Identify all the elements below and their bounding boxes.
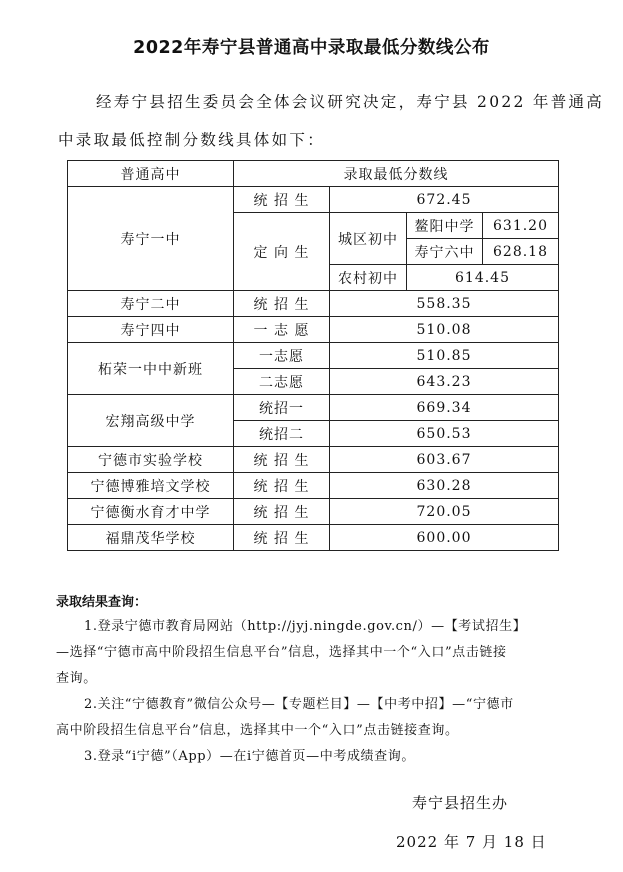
score-value: 603.67	[330, 447, 559, 473]
admission-type: 统 招 生	[234, 187, 330, 213]
school-name: 宏翔高级中学	[68, 395, 234, 447]
admission-type: 统 招 生	[234, 447, 330, 473]
score-value: 600.00	[330, 525, 559, 551]
admission-type: 统 招 生	[234, 525, 330, 551]
district-label: 农村初中	[330, 265, 407, 291]
middle-school-name: 鳌阳中学	[407, 213, 483, 239]
score-value: 628.18	[483, 239, 559, 265]
score-value: 510.85	[330, 343, 559, 369]
score-table	[67, 160, 559, 551]
query-line: 高中阶段招生信息平台”信息，选择其中一个“入口”点击链接查询。	[56, 723, 459, 738]
table-row	[68, 317, 559, 343]
issue-date: 2022 年 7 月 18 日	[396, 833, 547, 851]
score-value: 669.34	[330, 395, 559, 421]
score-value: 672.45	[330, 187, 559, 213]
table-row	[68, 187, 559, 213]
score-value: 720.05	[330, 499, 559, 525]
table-row	[68, 499, 559, 525]
district-label: 城区初中	[330, 213, 407, 265]
school-name: 福鼎茂华学校	[68, 525, 234, 551]
query-heading: 录取结果查询：	[56, 595, 148, 610]
school-name: 宁德衡水育才中学	[68, 499, 234, 525]
intro-line-1: 经寿宁县招生委员会全体会议研究决定，寿宁县 2022 年普通高	[96, 93, 605, 111]
admission-type: 统招一	[234, 395, 330, 421]
table-header-row	[68, 161, 559, 187]
query-line: —选择“宁德市高中阶段招生信息平台”信息，选择其中一个“入口”点击链接	[56, 645, 507, 660]
school-name: 寿宁四中	[68, 317, 234, 343]
admission-type: 统 招 生	[234, 499, 330, 525]
score-value: 630.28	[330, 473, 559, 499]
admission-type: 定 向 生	[234, 213, 330, 291]
school-name: 寿宁二中	[68, 291, 234, 317]
document-title: 2022年寿宁县普通高中录取最低分数线公布	[133, 38, 490, 58]
admission-type: 统 招 生	[234, 291, 330, 317]
table-row	[68, 473, 559, 499]
admission-type: 统招二	[234, 421, 330, 447]
admission-type: 一 志 愿	[234, 317, 330, 343]
admission-type: 二志愿	[234, 369, 330, 395]
score-value: 614.45	[407, 265, 559, 291]
score-value: 643.23	[330, 369, 559, 395]
school-name: 柘荣一中中新班	[68, 343, 234, 395]
query-line: 2.关注“宁德教育”微信公众号—【专题栏目】—【中考中招】—“宁德市	[84, 697, 514, 712]
query-line: 1.登录宁德市教育局网站（http://jyj.ningde.gov.cn/）—【考试招生】	[84, 619, 527, 634]
score-value: 650.53	[330, 421, 559, 447]
score-value: 558.35	[330, 291, 559, 317]
score-value: 631.20	[483, 213, 559, 239]
school-name: 宁德市实验学校	[68, 447, 234, 473]
header-score: 录取最低分数线	[234, 161, 559, 187]
score-value: 510.08	[330, 317, 559, 343]
table-row	[68, 447, 559, 473]
school-name: 宁德博雅培文学校	[68, 473, 234, 499]
admission-type: 一志愿	[234, 343, 330, 369]
header-school: 普通高中	[68, 161, 234, 187]
query-line: 3.登录“i宁德”（App）—在i宁德首页—中考成绩查询。	[84, 749, 415, 764]
issuer-signature: 寿宁县招生办	[412, 794, 509, 812]
middle-school-name: 寿宁六中	[407, 239, 483, 265]
intro-line-2: 中录取最低控制分数线具体如下：	[58, 131, 326, 149]
table-row	[68, 343, 559, 369]
school-name: 寿宁一中	[68, 187, 234, 291]
query-line: 查询。	[56, 671, 97, 686]
table-row	[68, 291, 559, 317]
table-row	[68, 525, 559, 551]
admission-type: 统 招 生	[234, 473, 330, 499]
table-row	[68, 395, 559, 421]
